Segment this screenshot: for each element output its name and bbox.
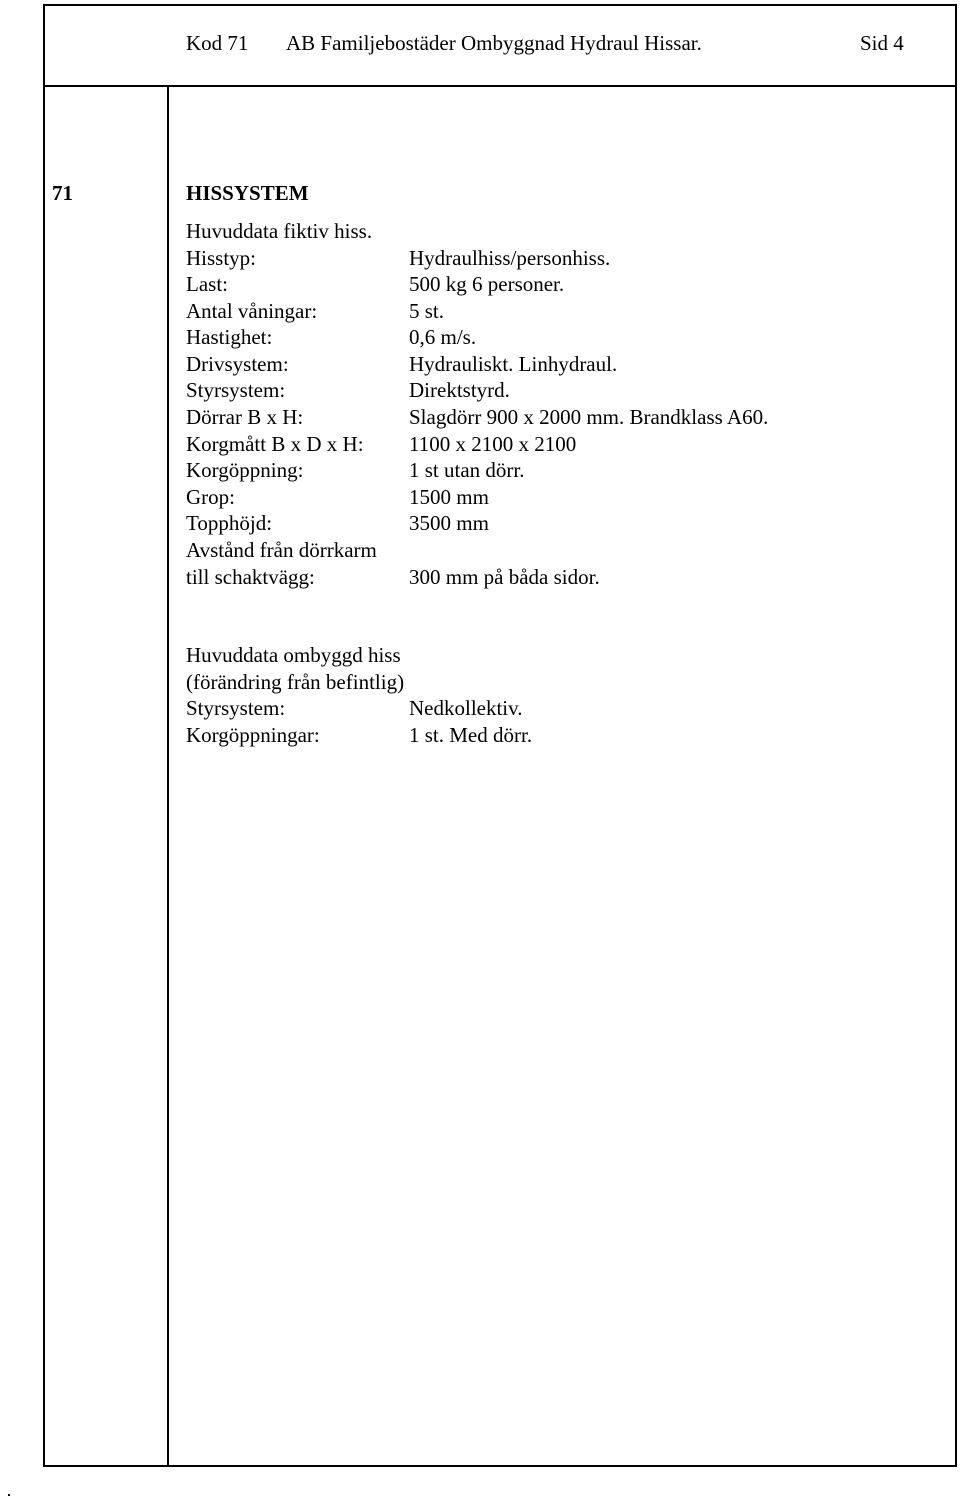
header-bottom-border <box>43 85 957 87</box>
spec-label: Korgöppning: <box>186 458 304 482</box>
fictive-heading: Huvuddata fiktiv hiss. <box>186 219 373 243</box>
spec-label: Topphöjd: <box>186 511 273 535</box>
spec-row <box>186 298 906 324</box>
header-page-number: Sid 4 <box>860 31 904 55</box>
spec-label: Korgöppningar: <box>186 723 320 747</box>
bottom-border <box>43 1465 957 1467</box>
spec-value: 1 st utan dörr. <box>409 458 525 482</box>
section-title: HISSYSTEM <box>186 181 309 205</box>
spec-row <box>186 431 906 457</box>
spec-value: 5 st. <box>409 299 445 323</box>
spec-value: 0,6 m/s. <box>409 325 477 349</box>
spec-label: Grop: <box>186 485 235 509</box>
footer-mark <box>8 1494 10 1496</box>
spec-label: Hisstyp: <box>186 246 257 270</box>
spec-row <box>186 722 906 748</box>
header-code: Kod 71 <box>186 31 249 55</box>
spec-row <box>186 324 906 350</box>
spec-value: Nedkollektiv. <box>409 696 523 720</box>
spec-value: 500 kg 6 personer. <box>409 272 565 296</box>
spec-row <box>186 457 906 483</box>
spec-row <box>186 564 906 590</box>
rebuilt-heading: Huvuddata ombyggd hiss <box>186 643 401 667</box>
spec-label: Styrsystem: <box>186 378 286 402</box>
spec-label: Last: <box>186 272 228 296</box>
spec-label: Hastighet: <box>186 325 273 349</box>
spec-label: Styrsystem: <box>186 696 286 720</box>
spec-row <box>186 245 906 271</box>
spec-row <box>186 695 906 721</box>
spec-label: Antal våningar: <box>186 299 318 323</box>
spec-row <box>186 351 906 377</box>
distance-label-line-2: till schaktvägg: <box>186 565 315 589</box>
spec-row <box>186 484 906 510</box>
spec-label: Korgmått B x D x H: <box>186 432 364 456</box>
spec-value: 3500 mm <box>409 511 489 535</box>
spec-label: Dörrar B x H: <box>186 405 304 429</box>
spec-value: Hydraulhiss/personhiss. <box>409 246 611 270</box>
spec-value: 1100 x 2100 x 2100 <box>409 432 577 456</box>
spec-row <box>186 404 906 430</box>
distance-value: 300 mm på båda sidor. <box>409 565 600 589</box>
spec-value: Direktstyrd. <box>409 378 510 402</box>
left-border <box>43 4 45 1467</box>
right-border <box>955 4 957 1467</box>
spec-value: Hydrauliskt. Linhydraul. <box>409 352 618 376</box>
spec-row <box>186 510 906 536</box>
column-divider <box>167 85 169 1467</box>
spec-value: 1500 mm <box>409 485 489 509</box>
spec-value: Slagdörr 900 x 2000 mm. Brandklass A60. <box>409 405 769 429</box>
header-title: AB Familjebostäder Ombyggnad Hydraul Hissar. <box>286 31 702 55</box>
section-number: 71 <box>52 181 73 205</box>
spec-label: Drivsystem: <box>186 352 289 376</box>
distance-label-line-1: Avstånd från dörrkarm <box>186 538 377 562</box>
rebuilt-subheading: (förändring från befintlig) <box>186 670 405 694</box>
spec-row <box>186 377 906 403</box>
spec-value: 1 st. Med dörr. <box>409 723 533 747</box>
spec-row <box>186 271 906 297</box>
top-border <box>43 4 957 6</box>
